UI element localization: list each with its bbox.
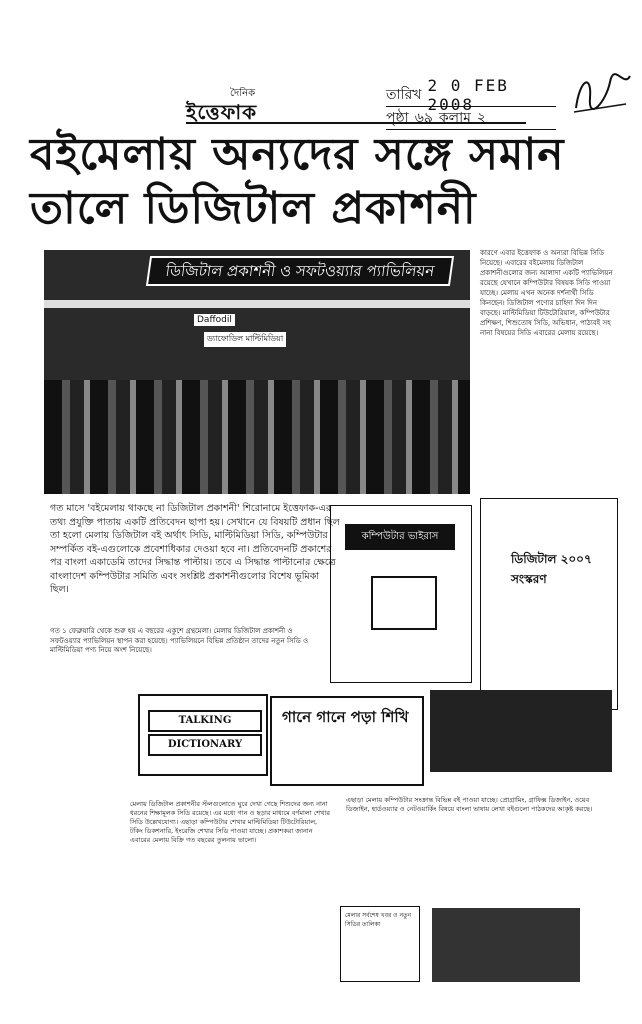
lede-small [50, 620, 324, 663]
stamp-date-row [386, 76, 556, 114]
ad-gaan-title: গানে গানে পড়া শিখি [282, 708, 409, 726]
info-box: মেলার সর্বশেষ খবর ও নতুন সিডির তালিকা [340, 906, 420, 982]
lede-small-text: গত ১ ফেব্রুয়ারি থেকে শুরু হয় এ বছরের একুশে গ্রন্থমেলা। মেলায় ডিজিটাল প্রকাশনী ও সফটওয়্যার প্যাভিলিয়ন স্থাপন করা হয়েছে। প্যাভিলিয়নে বিভিন্ন প্রতিষ্ঠান তাদের নতুন সিডি ও মাল্টিমিডিয়া পণ্য নিয়ে অংশ নিয়েছে। [50, 627, 309, 654]
right-column-text [480, 248, 618, 340]
ad-digital-cd [480, 498, 618, 710]
photo-shelf [44, 300, 470, 308]
headline [30, 128, 610, 236]
masthead-small: দৈনিক [230, 88, 256, 99]
computer-icon [371, 576, 437, 630]
ad-virus-title: কম্পিউটার ভাইরাস [345, 524, 455, 550]
bookfair-photo [44, 250, 470, 494]
ad-talk-line2: DICTIONARY [148, 734, 262, 756]
stamp-col-label: কলাম [438, 110, 471, 126]
bottom-photo [432, 908, 580, 982]
newspaper-name: ইত্তেফাক [186, 100, 258, 124]
headline-line2: তালে ডিজিটাল প্রকাশনী [30, 183, 477, 234]
body-left-column: মেলায় ডিজিটাল প্রকাশনীর স্টলগুলোতে ঘুরে দেখা গেছে শিশুদের জন্য নানা ধরনের শিক্ষামূলক সিডি রয়েছে। এর মধ্যে গান ও ছড়ার মাধ্যমে বর্ণমালা শেখার সিডি উল্লেখযোগ্য। এছাড়া কম্পিউটার শেখার মাল্টিমিডিয়া টিউটোরিয়াল, টকিং ডিকশনারি, ইংরেজি শেখার সিডি পাওয়া যাচ্ছে। প্রকাশকরা জানান এবারের মেলায় বিক্রি গত বছরের তুলনায় ভালো। [130, 800, 330, 844]
ad-computer-virus [330, 505, 472, 683]
photo-crowd [44, 380, 470, 494]
lede-text: গত মাসে 'বইমেলায় থাকছে না ডিজিটাল প্রকাশনী' শিরোনামে ইত্তেফাক-এর তথ্য প্রযুক্তি পাতায় একটি প্রতিবেদন ছাপা হয়। সেখানে যে বিষয়টি প্রধান ছিল তা হলো মেলায় ডিজিটাল বই অর্থাৎ সিডি, মাল্টিমিডিয়া সিডি, কম্পিউটার সম্পর্কিত বই-এগুলোকে প্রবেশাধিকার দেওয়া হবে না। প্রতিবেদনটি প্রকাশের পর বাংলা একাডেমি তাদের সিদ্ধান্ত পাল্টায়। তবে এ সিদ্ধান্ত পাল্টানোর ক্ষেত্রে বাংলাদেশ কম্পিউটার সমিতি এবং সংশ্লিষ্ট প্রকাশনীগুলোর বিশেষ ভূমিকা ছিল। [50, 503, 340, 595]
lede-paragraph [50, 502, 340, 597]
photo-banner: ডিজিটাল প্রকাশনী ও সফটওয়্যার প্যাভিলিয়ন [146, 256, 454, 286]
ad-hardware-photo [430, 690, 612, 772]
body-right-column: এছাড়া মেলায় কম্পিউটার সংক্রান্ত বিভিন্ন বই পাওয়া যাচ্ছে। প্রোগ্রামিং, গ্রাফিক্স ডিজাইন, ওয়েব ডিজাইন, হার্ডওয়্যার ও নেটওয়ার্কিং বিষয়ে বাংলা ভাষায় লেখা বইগুলো পাঠকদের আকৃষ্ট করছে। [346, 796, 593, 813]
right-column-paragraph: কারণে এবার ইত্তেফাক ও অন্যরা বিভিন্ন সিডি নিয়েছে। এবারের বইমেলায় ডিজিটাল প্রকাশনীগুলোর জন্য আলাদা একটি প্যাভিলিয়ন রয়েছে যেখানে কম্পিউটার বিষয়ক সিডি পাওয়া যাচ্ছে। মেলায় এখন অনেক দর্শনার্থী সিডি কিনছেন। ডিজিটাল পণ্যের চাহিদা দিন দিন বাড়ছে। মাল্টিমিডিয়া টিউটোরিয়াল, কম্পিউটার প্রশিক্ষণ, শিশুতোষ সিডি, অভিধান, পাঠ্যবই সহ নানা বিষয়ের সিডি এবারের মেলায় রয়েছে। [480, 249, 613, 337]
photo-sign-bangla: ড্যাফোডিল মাল্টিমিডিয়া [204, 332, 286, 347]
masthead [186, 86, 356, 122]
ad-cd-label: ডিজিটাল ২০০৭ সংস্করণ [511, 552, 592, 586]
ad-talking-dictionary [138, 694, 268, 776]
date-stamp [386, 76, 556, 130]
handwritten-signature [566, 68, 636, 118]
stamp-date-label: তারিখ [386, 87, 422, 103]
ad-gaane-gaane [270, 696, 424, 786]
stamp-page-value: ৬৯ [414, 110, 433, 126]
stamp-page-label: পৃষ্ঠা [386, 110, 409, 126]
stamp-col-value: ২ [476, 110, 487, 126]
stamp-date: 2 0 FEB 2008 [427, 76, 509, 114]
headline-line1: বইমেলায় অন্যদের সঙ্গে সমান [30, 129, 565, 180]
ad-talk-line1: TALKING [148, 710, 262, 732]
photo-sign-daffodil: Daffodil [194, 314, 235, 326]
